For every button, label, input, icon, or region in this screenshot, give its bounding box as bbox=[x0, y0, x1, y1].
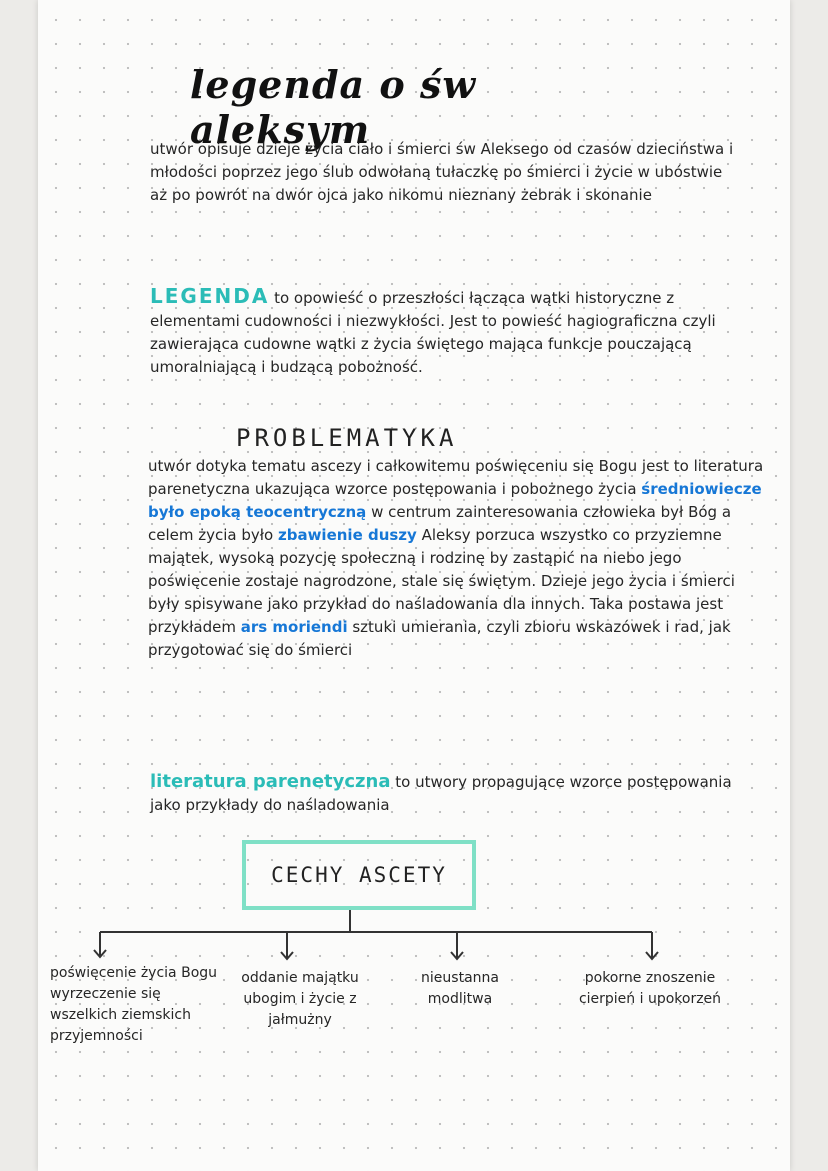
legenda-term: LEGENDA bbox=[150, 284, 270, 308]
problematyka-text-3: Aleksy porzuca wszystko co przyziemne majątek, wysoką pozycję społeczną i rodzinę by zastąpić na niebo jego poświęcenie zostaje nagrodzone, stale się świętym. Dzieje jego życia i śmierci były spisywane jako przykład do naśladowania dla innych. Taka postawa jest przykładem bbox=[148, 526, 735, 636]
cecha-3: nieustanna modlitwa bbox=[421, 970, 499, 1007]
cecha-4: pokorne znoszenie cierpień i upokorzeń bbox=[578, 970, 722, 1007]
problematyka-text-1: utwór dotyka tematu ascezy i całkowitemu poświęceniu się Bogu jest to literatura parenetyczna ukazująca wzorce postępowania i pobożnego życia bbox=[148, 457, 764, 498]
page-title: legenda o św aleksym bbox=[190, 62, 477, 152]
problematyka-text-4: sztuki umierania, czyli zbioru wskazówek i rad, jak przygotować się do śmierci bbox=[148, 618, 731, 659]
problematyka-text-2: w centrum zainteresowania człowieka był Bóg a celem życia było bbox=[148, 503, 732, 544]
cecha-2: oddanie majątku ubogim i życie z jałmużny bbox=[241, 970, 359, 1028]
legenda-definition: to opowieść o przeszłości łącząca wątki historyczne z elementami cudowności i niezwykłości. Jest to powieść hagiograficzna czyli zawierająca cudowne wątki z życia świętego mająca funkcje pouczającą umoralniającą i budzącą pobożność. bbox=[150, 289, 716, 376]
literatura-definition: to utwory propagujące wzorce postępowania jako przykłady do naśladowania bbox=[150, 773, 732, 814]
literatura-term: literatura parenetyczna bbox=[150, 771, 391, 792]
problematyka-heading: PROBLEMATYKA bbox=[236, 424, 458, 452]
intro-paragraph: utwór opisuje dzieje życia ciało i śmierci św Aleksego od czasów dzieciństwa i młodości poprzez jego ślub odwołaną tułaczkę po śmierci i życie w ubóstwie aż po powrót na dwór ojca jako nikomu nieznany żebrak i skonanie bbox=[150, 140, 734, 204]
highlight-zbawienie: zbawienie duszy bbox=[277, 526, 417, 544]
cecha-1: poświęcenie życia Bogu wyrzeczenie się wszelkich ziemskich przyjemności bbox=[50, 965, 218, 1044]
highlight-ars-moriendi: ars moriendi bbox=[240, 618, 348, 636]
cechy-label: CECHY ASCETY bbox=[271, 863, 447, 887]
highlight-teocentryczna: średniowiecze było epoką teocentryczną bbox=[148, 480, 762, 521]
